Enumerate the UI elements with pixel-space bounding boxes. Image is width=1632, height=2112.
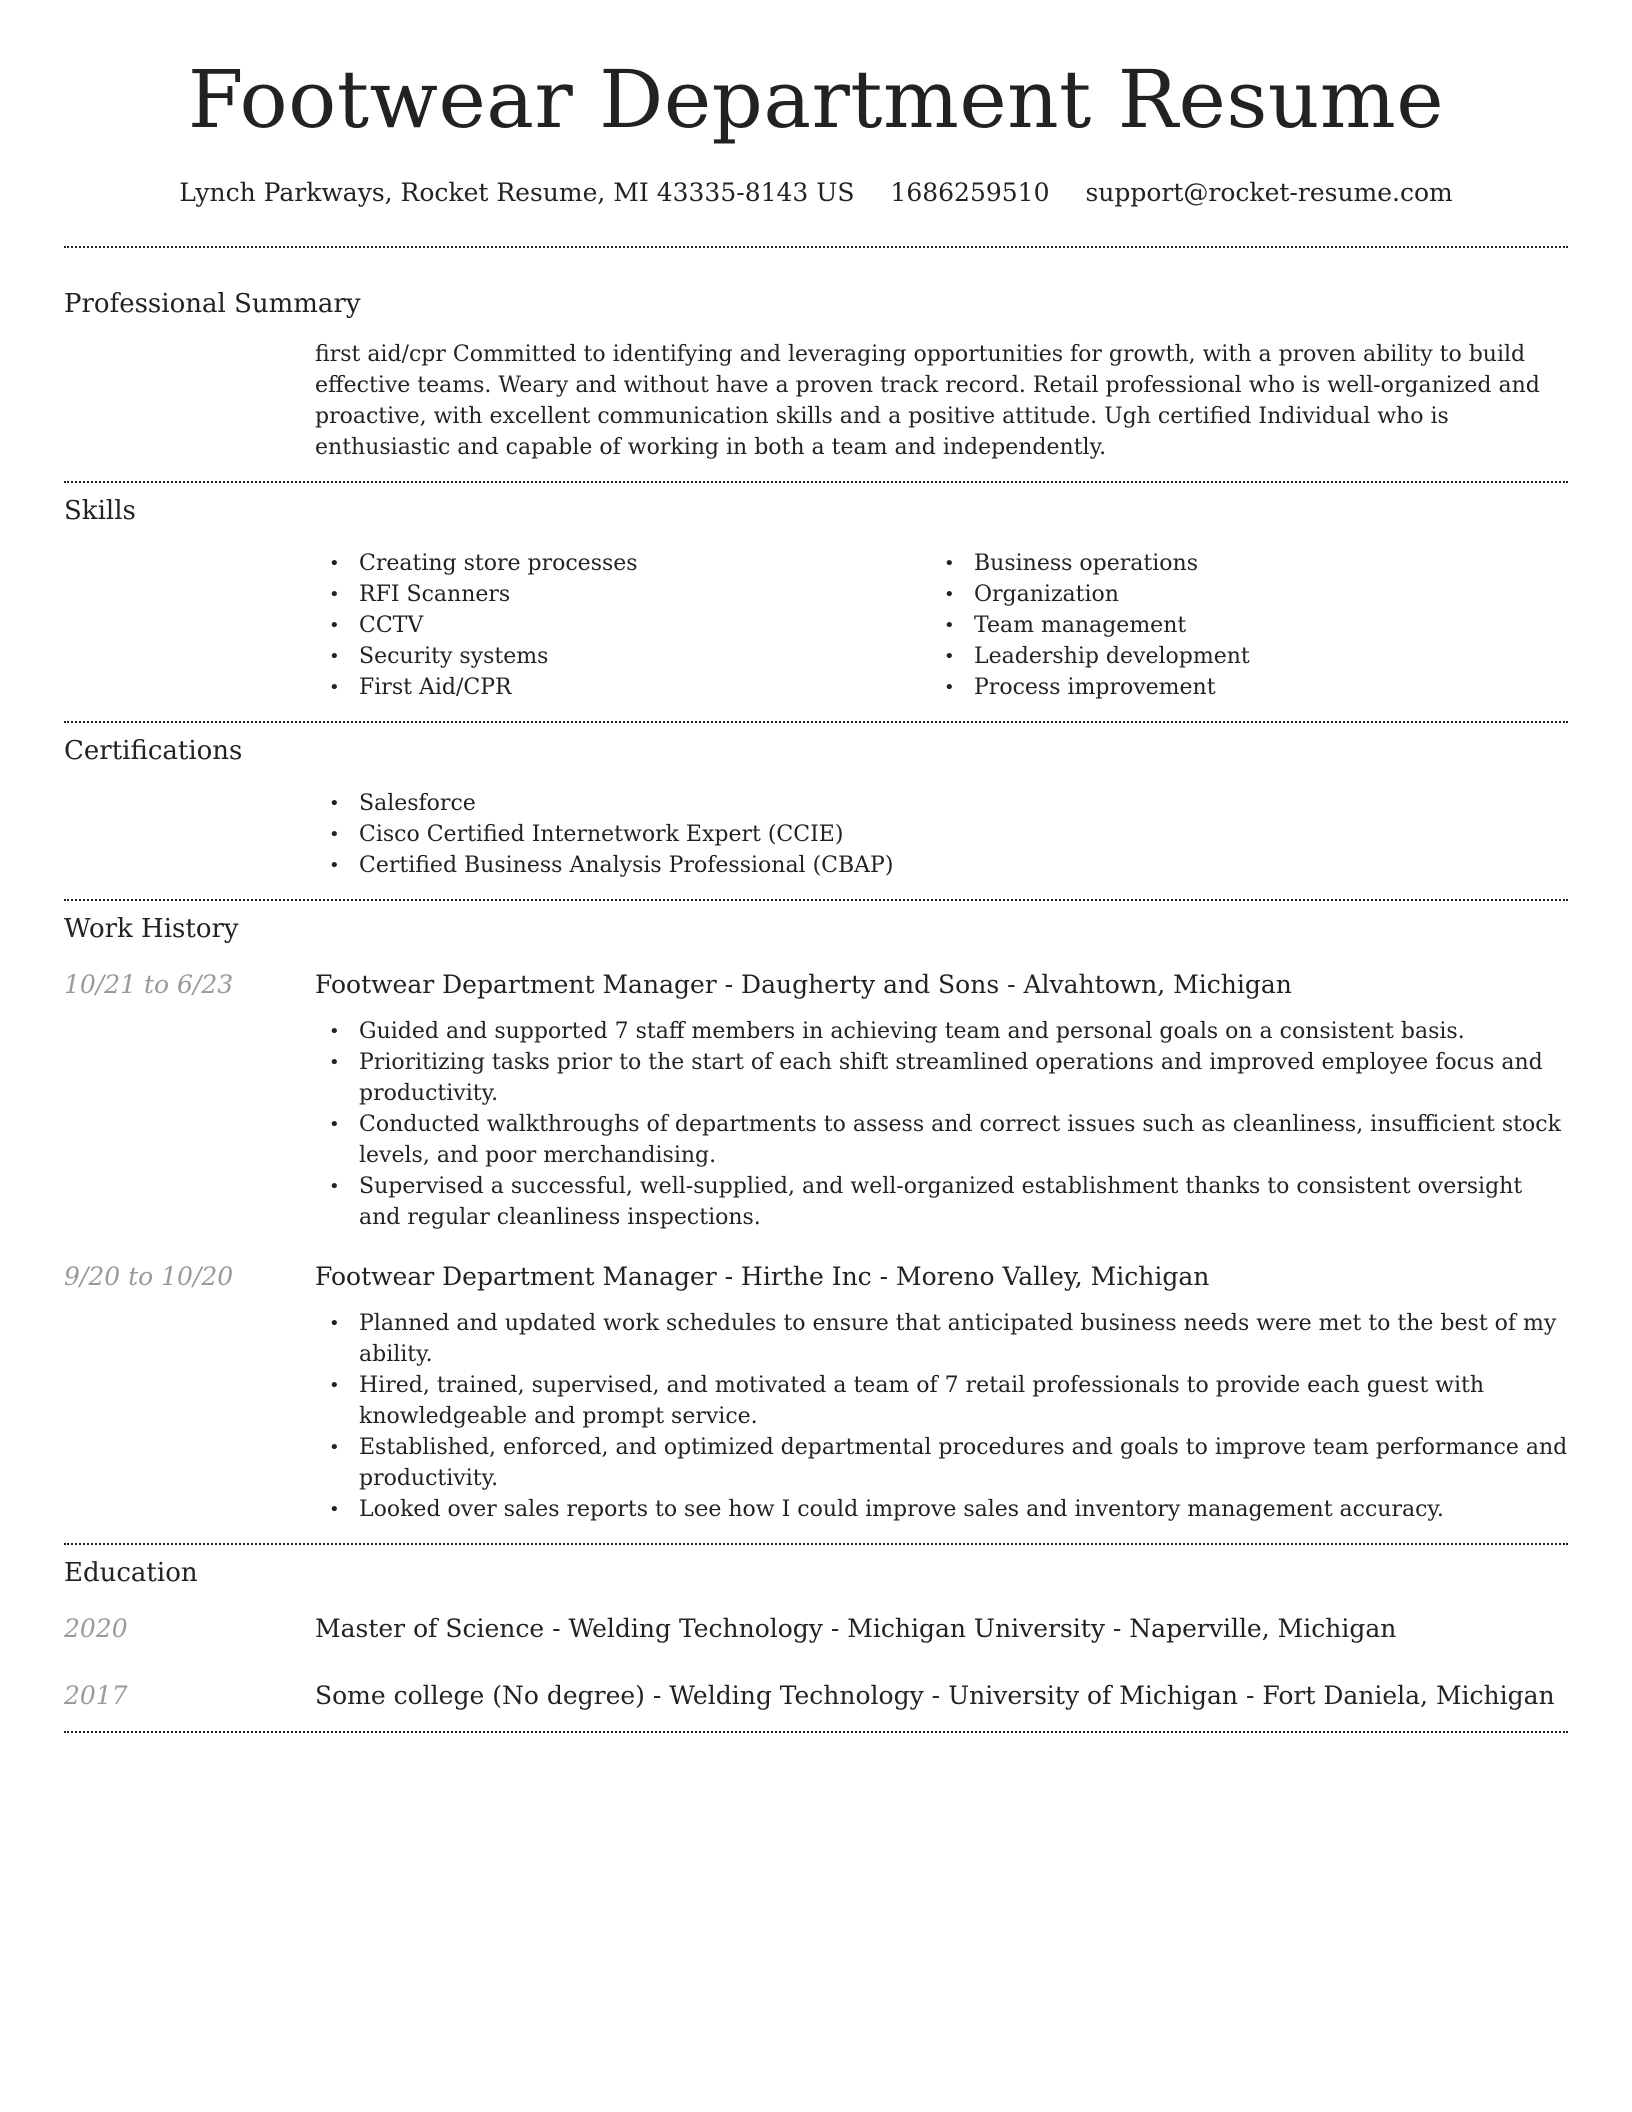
certification-item: • Certified Business Analysis Professional (CBAP): [315, 850, 1568, 881]
skill-item: • Leadership development: [930, 641, 1545, 672]
job-details: [315, 1016, 1568, 1233]
education-text: Some college (No degree) - Welding Technology - University of Michigan - Fort Daniela, Michigan: [315, 1681, 1555, 1710]
skill-item: • Creating store processes: [315, 548, 930, 579]
education-entry: [64, 1679, 1568, 1713]
work-history-section: [64, 912, 1568, 1525]
certification-item: • Salesforce: [315, 788, 1568, 819]
skill-item: • First Aid/CPR: [315, 672, 930, 703]
certifications-list: [315, 788, 1568, 881]
certifications-heading: Certifications: [64, 736, 243, 766]
job-bullet: • Hired, trained, supervised, and motivated a team of 7 retail professionals to provide each guest with knowledgeable and prompt service.: [315, 1370, 1568, 1432]
contact-email: support@rocket-resume.com: [1085, 178, 1453, 207]
job-bullets: [315, 1016, 1568, 1233]
education-entry: [64, 1612, 1568, 1646]
skills-grid: [315, 548, 1568, 703]
skill-item: • CCTV: [315, 610, 930, 641]
skill-item: • Team management: [930, 610, 1545, 641]
job-dates: 10/21 to 6/23: [64, 970, 234, 999]
job-details: [315, 1308, 1568, 1525]
resume-page: [64, 0, 1568, 1733]
skills-heading: Skills: [64, 496, 136, 526]
job-title: Footwear Department Manager - Hirthe Inc - Moreno Valley, Michigan: [315, 1262, 1210, 1291]
summary-heading: Professional Summary: [64, 289, 361, 319]
job-bullets: [315, 1308, 1568, 1525]
job-bullet: • Prioritizing tasks prior to the start of each shift streamlined operations and improved employee focus and productivity.: [315, 1047, 1568, 1109]
skill-item: • Process improvement: [930, 672, 1545, 703]
job-entry: [64, 968, 1568, 1233]
skills-section: [64, 494, 1568, 703]
job-header: [64, 1260, 1568, 1294]
divider: [64, 899, 1568, 901]
job-bullet: • Established, enforced, and optimized departmental procedures and goals to improve team performance and productivity.: [315, 1432, 1568, 1494]
education-heading: Education: [64, 1558, 198, 1588]
job-bullet: • Looked over sales reports to see how I could improve sales and inventory management accuracy.: [315, 1494, 1568, 1525]
resume-title: Footwear Department Resume: [187, 53, 1445, 146]
summary-section: [64, 287, 1568, 463]
job-bullet: • Planned and updated work schedules to ensure that anticipated business needs were met to the best of my ability.: [315, 1308, 1568, 1370]
skill-item: • Security systems: [315, 641, 930, 672]
job-entry: [64, 1260, 1568, 1525]
skills-list-right: [930, 548, 1545, 703]
divider: [64, 246, 1568, 248]
work-history-heading: Work History: [64, 914, 239, 944]
contact-line: [64, 176, 1568, 210]
divider: [64, 481, 1568, 483]
divider: [64, 721, 1568, 723]
contact-phone: 1686259510: [890, 178, 1050, 207]
job-bullet: • Supervised a successful, well-supplied, and well-organized establishment thanks to consistent oversight and regular cleanliness inspections.: [315, 1171, 1568, 1233]
job-header: [64, 968, 1568, 1002]
skill-item: • Organization: [930, 579, 1545, 610]
education-year: 2017: [64, 1681, 128, 1710]
job-dates: 9/20 to 10/20: [64, 1262, 234, 1291]
divider: [64, 1543, 1568, 1545]
education-section: [64, 1556, 1568, 1713]
skill-item: • RFI Scanners: [315, 579, 930, 610]
contact-address: Lynch Parkways, Rocket Resume, MI 43335-8143 US: [179, 178, 855, 207]
skills-list-left: [315, 548, 930, 703]
certification-item: • Cisco Certified Internetwork Expert (CCIE): [315, 819, 1568, 850]
education-year: 2020: [64, 1614, 128, 1643]
certifications-section: [64, 734, 1568, 881]
job-title: Footwear Department Manager - Daugherty and Sons - Alvahtown, Michigan: [315, 970, 1292, 999]
job-bullet: • Guided and supported 7 staff members in achieving team and personal goals on a consistent basis.: [315, 1016, 1568, 1047]
education-text: Master of Science - Welding Technology - Michigan University - Naperville, Michigan: [315, 1614, 1397, 1643]
job-bullet: • Conducted walkthroughs of departments to assess and correct issues such as cleanliness, insufficient stock levels, and poor merchandising.: [315, 1109, 1568, 1171]
divider: [64, 1731, 1568, 1733]
certifications-body: [315, 788, 1568, 881]
summary-text: first aid/cpr Committed to identifying and leveraging opportunities for growth, with a proven ability to build effective teams. Weary and without have a proven track record. Retail professional who is well-organized and proactive, with excellent communication skills and a positive attitude. Ugh certified Individual who is enthusiastic and capable of working in both a team and independently.: [315, 342, 1540, 460]
skill-item: • Business operations: [930, 548, 1545, 579]
